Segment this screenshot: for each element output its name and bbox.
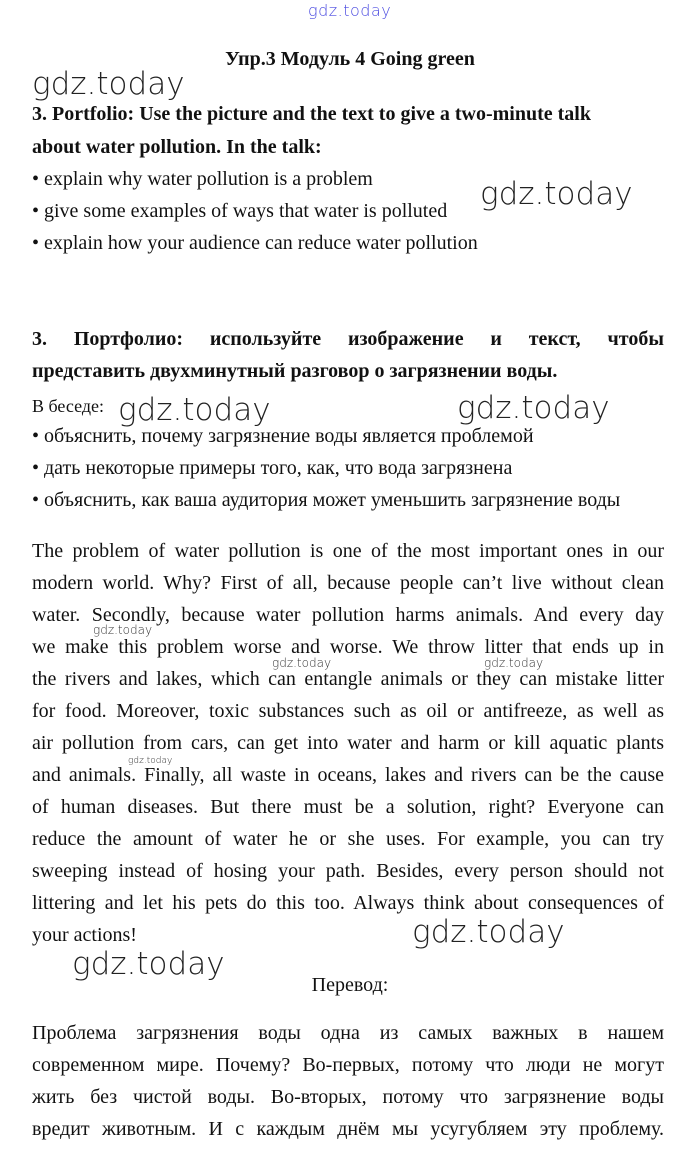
task-heading-en-line2: about water pollution. In the talk: [32, 136, 322, 158]
word: текст, [528, 328, 581, 350]
answer-line: modern world. Why? First of all, because people can’t live without clean [32, 572, 664, 594]
translation-line: вредит животным. И с каждым днём мы усугубляем эту проблему. [32, 1118, 664, 1140]
answer-line: your actions! [32, 924, 137, 946]
page-title: Упр.3 Модуль 4 Going green [225, 48, 475, 70]
answer-line: the rivers and lakes, which can entangle animals or they can mistake litter [32, 668, 664, 690]
translation-line: Проблема загрязнения воды одна из самых важных в нашем [32, 1022, 664, 1044]
word: 3. [32, 328, 47, 350]
translation-line: современном мире. Почему? Во-первых, потому что люди не могут [32, 1054, 664, 1076]
answer-line: water. Secondly, because water pollution harms animals. And every day [32, 604, 664, 626]
answer-line: we make this problem worse and worse. We throw litter that ends up in [32, 636, 664, 658]
task-heading-en: 3. Portfolio: Use the picture and the text to give a two-minute talk [32, 103, 591, 125]
task-bullet-ru: • объяснить, почему загрязнение воды является проблемой [32, 425, 534, 447]
watermark: gdz.today [480, 176, 633, 212]
task-heading-ru [32, 328, 664, 351]
answer-line: littering and let his pets do this too. Always think about consequences of [32, 892, 664, 914]
translation-line: жить без чистой воды. Во-вторых, потому что загрязнение воды [32, 1086, 664, 1108]
watermark: gdz.today [72, 946, 225, 982]
word: Портфолио: [73, 328, 184, 350]
watermark: gdz.today [93, 623, 153, 637]
watermark-top: gdz.today [308, 1, 392, 20]
watermark: gdz.today [412, 914, 565, 950]
answer-line: The problem of water pollution is one of the most important ones in our [32, 540, 664, 562]
answer-line: of human diseases. But there must be a solution, right? Everyone can [32, 796, 664, 818]
answer-line: reduce the amount of water he or she uses. For example, you can try [32, 828, 664, 850]
word: чтобы [607, 328, 664, 350]
answer-line: air pollution from cars, can get into water and harm or kill aquatic plants [32, 732, 664, 754]
answer-line: for food. Moreover, toxic substances such as oil or antifreeze, as well as [32, 700, 664, 722]
word: изображение [347, 328, 464, 350]
watermark: gdz.today [128, 756, 173, 766]
watermark: gdz.today [484, 656, 544, 670]
watermark: gdz.today [457, 390, 610, 426]
task-intro-ru: В беседе: [32, 396, 104, 416]
answer-line: sweeping instead of hosing your path. Besides, every person should not [32, 860, 664, 882]
translation-label: Перевод: [311, 974, 389, 996]
task-bullet-ru: • дать некоторые примеры того, как, что вода загрязнена [32, 457, 513, 479]
word: используйте [209, 328, 322, 350]
answer-line: and animals. Finally, all waste in oceans, lakes and rivers can be the cause [32, 764, 664, 786]
task-bullet-en: • explain why water pollution is a problem [32, 168, 373, 190]
word: и [490, 328, 502, 350]
watermark: gdz.today [32, 66, 185, 102]
task-bullet-ru: • объяснить, как ваша аудитория может уменьшить загрязнение воды [32, 489, 621, 511]
task-heading-ru-line2: представить двухминутный разговор о загрязнении воды. [32, 360, 558, 382]
task-bullet-en: • explain how your audience can reduce water pollution [32, 232, 478, 254]
task-bullet-en: • give some examples of ways that water is polluted [32, 200, 448, 222]
watermark: gdz.today [118, 392, 271, 428]
watermark: gdz.today [272, 656, 332, 670]
